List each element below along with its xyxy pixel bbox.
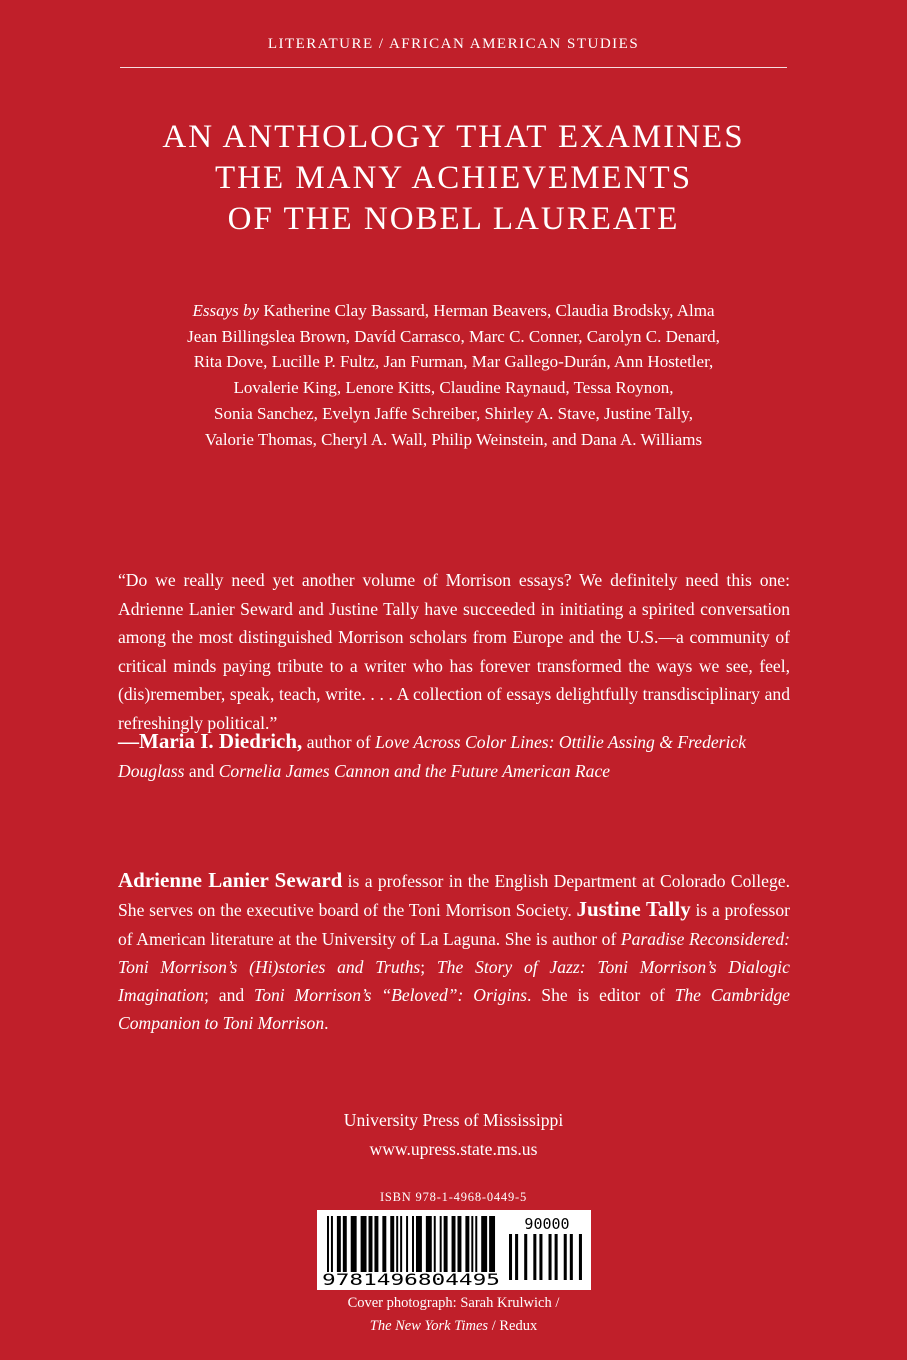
- barcode-bar: [533, 1234, 536, 1280]
- barcode-bar: [361, 1216, 367, 1272]
- cover-credit: [0, 1292, 907, 1338]
- bio-name-2: Justine Tally: [576, 897, 691, 922]
- barcode-bar: [465, 1216, 469, 1272]
- blurb-quote: “Do we really need yet another volume of Morrison essays? We definitely need this one: Adrienne Lanier Seward and Justine Tally have succeeded in initiating a spirited conversation among the most distinguished Morrison scholars from Europe and the U.S.—a community of critical minds paying tribute to a writer who has forever transformed the ways we see, feel, (dis)remember, speak, teach, write. . . . A collection of essays delightfully transdisciplinary and refreshingly political.”: [118, 570, 790, 733]
- barcode-bar: [515, 1234, 518, 1280]
- barcode: [317, 1210, 591, 1290]
- contributors-line-6: Valorie Thomas, Cheryl A. Wall, Philip Weinstein, and Dana A. Williams: [204, 429, 703, 449]
- bio-sep-2: ; and: [204, 985, 255, 1006]
- barcode-bar: [351, 1216, 357, 1272]
- barcode-bar: [426, 1216, 432, 1272]
- contributors-line-2: Jean Billingslea Brown, Davíd Carrasco, Marc C. Conner, Carolyn C. Denard,: [187, 326, 720, 346]
- blurb-attribution: [118, 727, 790, 785]
- bio-text-2: is a professor of American literature at the University of La Laguna. She is author of: [118, 900, 790, 949]
- barcode-bar: [400, 1216, 402, 1272]
- header-rule: [120, 67, 787, 68]
- barcode-bar: [564, 1234, 567, 1280]
- attribution-name: Maria I. Diedrich,: [139, 729, 303, 753]
- bio-book-1: Paradise Reconsidered: Toni Morrison’s (Hi)stories and Truths: [118, 928, 790, 977]
- headline: [0, 117, 907, 240]
- attribution-and: and: [184, 760, 219, 781]
- publisher-block: [0, 1106, 907, 1163]
- credit-line-1: Cover photograph: Sarah Krulwich /: [347, 1295, 560, 1311]
- barcode-bar: [549, 1234, 552, 1280]
- isbn-label: ISBN 978-1-4968-0449-5: [379, 1190, 528, 1204]
- barcode-graphic: [317, 1210, 591, 1290]
- barcode-bar: [539, 1234, 542, 1280]
- contributors-line-1: Katherine Clay Bassard, Herman Beavers, Claudia Brodsky, Alma: [259, 301, 715, 320]
- barcode-bar: [327, 1216, 329, 1272]
- attribution-author-of: author of: [302, 732, 376, 752]
- barcode-bar: [412, 1216, 414, 1272]
- barcode-bar: [434, 1216, 436, 1272]
- barcode-bar: [390, 1216, 394, 1272]
- bio-book-4: The Cambridge Companion to Toni Morrison: [118, 985, 790, 1034]
- barcode-addon-digits: 90000: [524, 1215, 570, 1233]
- attribution-book-1: Love Across Color Lines: Ottilie Assing & Frederick Douglass: [118, 732, 747, 781]
- barcode-bar: [555, 1234, 558, 1280]
- bio-name-1: Adrienne Lanier Seward: [118, 868, 343, 892]
- barcode-bar: [382, 1216, 386, 1272]
- barcode-bar: [444, 1216, 448, 1272]
- barcode-bar: [406, 1216, 408, 1272]
- credit-source: The New York Times: [369, 1318, 489, 1334]
- bio-sep-1: ;: [420, 956, 437, 977]
- barcode-bar: [471, 1216, 473, 1272]
- barcode-bar: [452, 1216, 456, 1272]
- barcode-bar: [416, 1216, 422, 1272]
- headline-line-3: OF THE NOBEL LAUREATE: [227, 201, 680, 237]
- barcode-bar: [570, 1234, 573, 1280]
- barcode-bar: [331, 1216, 333, 1272]
- barcode-bar: [457, 1216, 461, 1272]
- barcode-bar: [524, 1234, 527, 1280]
- barcode-ean-digits: 9781496804495: [322, 1270, 500, 1289]
- barcode-bar: [337, 1216, 341, 1272]
- contributors-line-3: Rita Dove, Lucille P. Fultz, Jan Furman, Mar Gallego-Durán, Ann Hostetler,: [193, 352, 714, 372]
- barcode-bar: [489, 1216, 495, 1272]
- headline-line-1: AN ANTHOLOGY THAT EXAMINES: [162, 119, 745, 155]
- editor-bio: [118, 866, 790, 1038]
- bio-book-2: The Story of Jazz: Toni Morrison’s Dialogic Imagination: [118, 956, 790, 1006]
- attribution-book-2: Cornelia James Cannon and the Future American Race: [218, 760, 611, 781]
- bio-book-3: Toni Morrison’s “Beloved”: Origins: [254, 985, 528, 1006]
- bio-text-3: . She is editor of: [527, 985, 675, 1006]
- barcode-bar: [396, 1216, 398, 1272]
- category-label: LITERATURE / AFRICAN AMERICAN STUDIES: [267, 36, 640, 52]
- barcode-bar: [579, 1234, 582, 1280]
- contributors: [110, 298, 797, 452]
- attribution-dash: —: [118, 729, 139, 753]
- credit-tail: / Redux: [488, 1318, 538, 1334]
- publisher-name: University Press of Mississippi: [343, 1110, 564, 1130]
- publisher-url: www.upress.state.ms.us: [369, 1138, 538, 1159]
- bio-end: .: [324, 1013, 329, 1034]
- bio-text-1: is a professor in the English Department at Colorado College. She serves on the executive board of the Toni Morrison Society.: [118, 871, 790, 921]
- barcode-bar: [509, 1234, 512, 1280]
- contributors-line-4: Lovalerie King, Lenore Kitts, Claudine Raynaud, Tessa Roynon,: [233, 378, 674, 398]
- barcode-bar: [343, 1216, 347, 1272]
- barcode-bar: [440, 1216, 442, 1272]
- barcode-bar: [475, 1216, 477, 1272]
- headline-line-2: THE MANY ACHIEVEMENTS: [214, 160, 693, 196]
- barcode-bar: [369, 1216, 373, 1272]
- barcode-bar: [374, 1216, 378, 1272]
- essays-lead: Essays by: [192, 301, 260, 320]
- barcode-bar: [481, 1216, 487, 1272]
- contributors-line-5: Sonia Sanchez, Evelyn Jaffe Schreiber, Shirley A. Stave, Justine Tally,: [214, 403, 693, 423]
